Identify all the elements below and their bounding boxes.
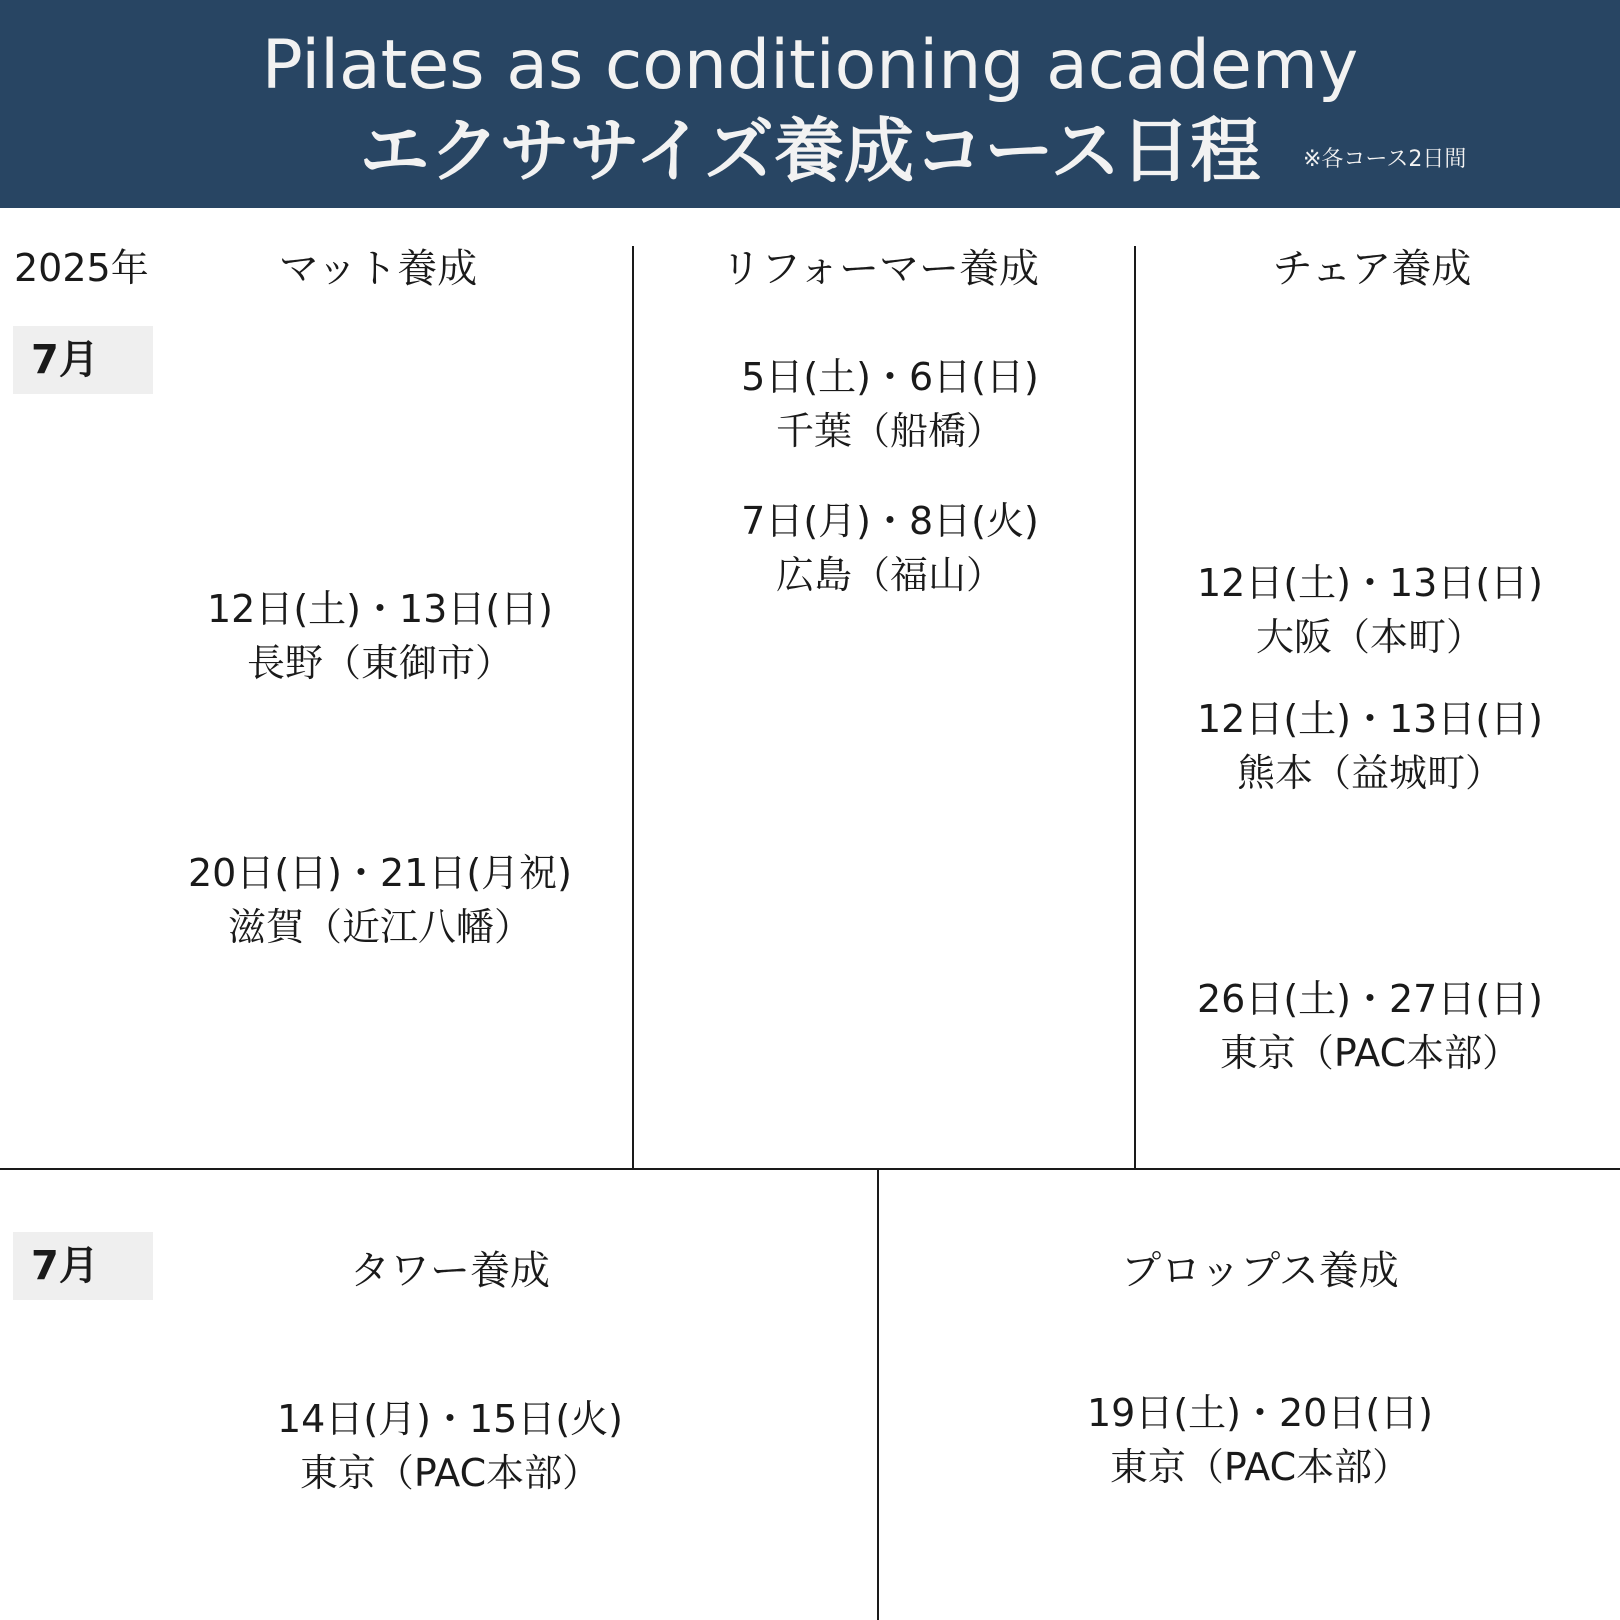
duration-note: ※各コース2日間 [1303, 147, 1467, 172]
entry-date: 12日(土)・13日(日) [1196, 697, 1543, 741]
entry-date: 26日(土)・27日(日) [1196, 977, 1543, 1021]
month-label: 7月 [31, 337, 99, 383]
entry-place: 滋賀（近江八幡） [227, 905, 532, 949]
divider-top-1 [632, 246, 634, 1170]
column-heading-props: プロップス養成 [1121, 1248, 1399, 1294]
schedule-entry-mat-1 [150, 582, 610, 690]
page-subtitle: エクササイズ養成コース日程 [359, 110, 1261, 192]
entry-place: 熊本（益城町） [1236, 751, 1503, 795]
entry-date: 19日(土)・20日(日) [1086, 1391, 1433, 1435]
month-badge-bottom [13, 1232, 153, 1300]
divider-top-2 [1134, 246, 1136, 1170]
entry-date: 12日(土)・13日(日) [1196, 561, 1543, 605]
entry-date: 12日(土)・13日(日) [206, 587, 553, 631]
entry-place: 千葉（船橋） [775, 409, 1004, 453]
entry-place: 長野（東御市） [246, 641, 513, 685]
entry-place: 東京（PAC本部） [299, 1451, 601, 1495]
month-label: 7月 [31, 1243, 99, 1289]
column-heading-chair: チェア養成 [1272, 246, 1472, 292]
entry-date: 7日(月)・8日(火) [741, 499, 1039, 543]
year-label: 2025年 [14, 246, 149, 290]
schedule-entry-props-1 [1030, 1386, 1490, 1494]
schedule-entry-chair-1 [1150, 556, 1590, 664]
schedule-entry-tower-1 [220, 1392, 680, 1500]
schedule-entry-mat-2 [150, 846, 610, 954]
entry-place: 大阪（本町） [1255, 615, 1484, 659]
divider-bottom [877, 1170, 879, 1620]
month-badge-top [13, 326, 153, 394]
schedule-entry-reformer-2 [660, 494, 1120, 602]
entry-place: 広島（福山） [775, 553, 1004, 597]
column-heading-tower: タワー養成 [350, 1248, 550, 1294]
schedule-entry-chair-2 [1150, 692, 1590, 800]
entry-date: 5日(土)・6日(日) [741, 355, 1039, 399]
entry-place: 東京（PAC本部） [1219, 1031, 1521, 1075]
entry-date: 20日(日)・21日(月祝) [187, 851, 572, 895]
entry-date: 14日(月)・15日(火) [276, 1397, 623, 1441]
column-heading-mat: マット養成 [278, 246, 478, 292]
column-heading-reformer: リフォーマー養成 [721, 246, 1039, 292]
header-banner [0, 0, 1620, 208]
schedule-entry-chair-3 [1150, 972, 1590, 1080]
page-title: Pilates as conditioning academy [261, 26, 1359, 105]
entry-place: 東京（PAC本部） [1109, 1445, 1411, 1489]
schedule-entry-reformer-1 [660, 350, 1120, 458]
divider-horizontal [0, 1168, 1620, 1170]
